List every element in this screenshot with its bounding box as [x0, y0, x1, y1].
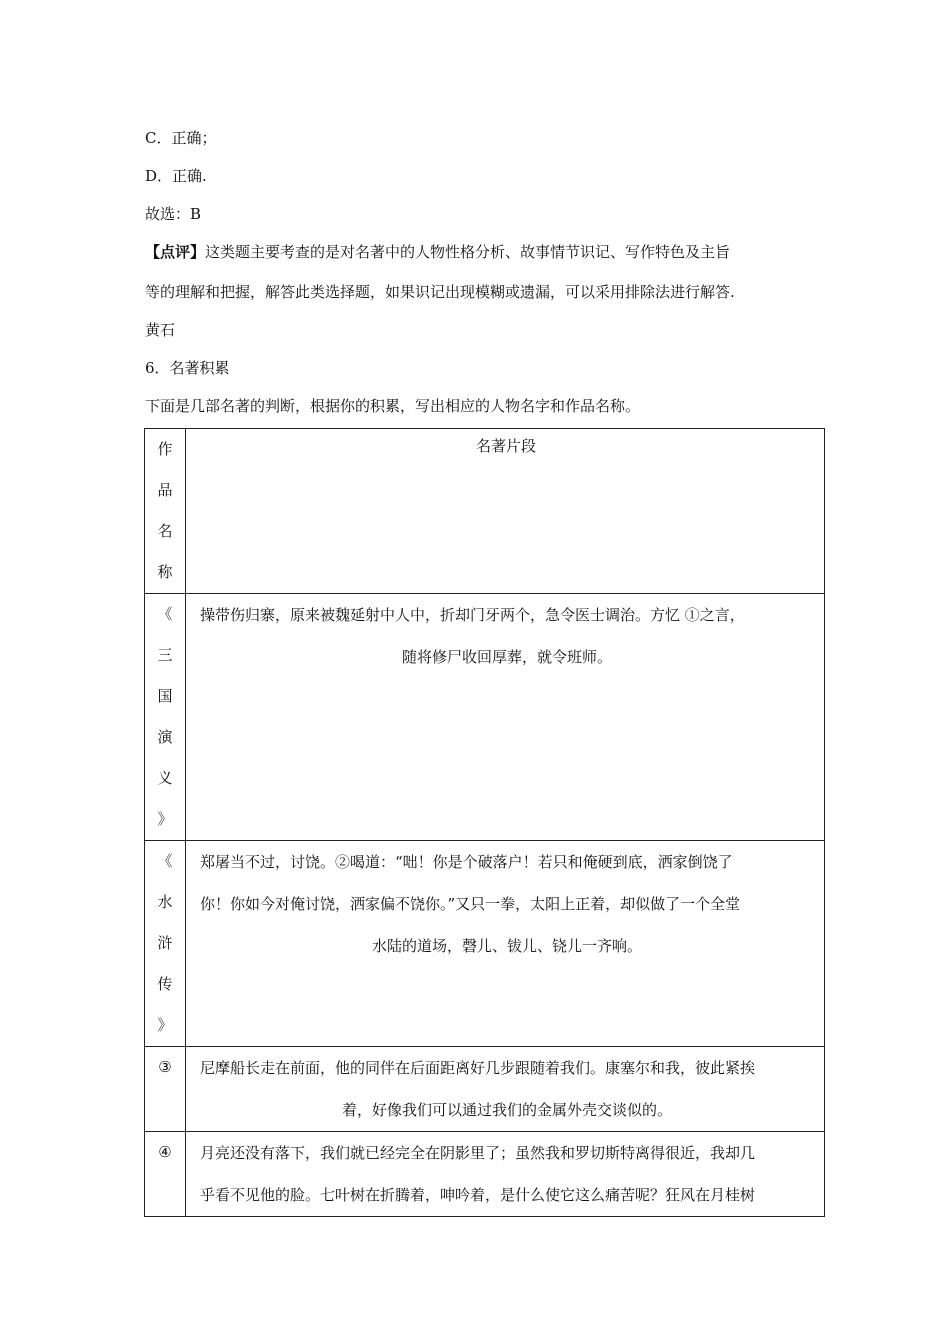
- comment-line-1: [145, 242, 730, 262]
- question-instruction: 下面是几部名著的判断，根据你的积累，写出相应的人物名字和作品名称。: [145, 397, 641, 415]
- comment-line-2: 等的理解和把握，解答此类选择题，如果识记出现模糊或遗漏，可以采用排除法进行解答.: [145, 283, 735, 301]
- title-char: 三: [157, 646, 173, 664]
- title-char: 《: [157, 852, 173, 870]
- title-char: 》: [157, 810, 173, 828]
- header-excerpt-label: 名著片段: [475, 437, 536, 455]
- title-char: 演: [157, 728, 173, 746]
- excerpt-line: 着，好像我们可以通过我们的金属外壳交谈似的。: [341, 1101, 672, 1119]
- header-col1: [145, 429, 186, 594]
- excerpt-line: 郑屠当不过，讨饶。②喝道：“咄！你是个破落户！若只和俺硬到底，洒家倒饶了: [200, 853, 733, 871]
- title-char: 》: [157, 1016, 173, 1034]
- header-char: 名: [157, 522, 173, 540]
- option-d-line: D．正确.: [145, 167, 207, 185]
- work-title-cell: [145, 841, 186, 1047]
- header-col2: [186, 429, 825, 594]
- excerpt-line: 月亮还没有落下，我们就已经完全在阴影里了；虽然我和罗切斯特离得很近，我却几: [200, 1144, 756, 1162]
- works-table: [144, 428, 825, 1217]
- header-char: 品: [157, 481, 173, 499]
- option-c-line: C．正确；: [145, 129, 217, 147]
- header-char: 作: [157, 440, 173, 458]
- title-blank-marker: ④: [158, 1143, 172, 1161]
- title-char: 国: [157, 687, 173, 705]
- table-row: [145, 1132, 825, 1217]
- table-row: [145, 841, 825, 1047]
- answer-line: 故选：B: [145, 205, 202, 223]
- excerpt-line: 操带伤归寨，原来被魏延射中人中，折却门牙两个，急令医士调治。方忆 ①之言，: [200, 606, 745, 624]
- excerpt-cell: [186, 594, 825, 841]
- title-blank-marker: ③: [158, 1058, 172, 1076]
- excerpt-line: 水陆的道场，磬儿、钹儿、铙儿一齐响。: [371, 937, 642, 955]
- excerpt-line: 乎看不见他的脸。七叶树在折腾着，呻吟着，是什么使它这么痛苦呢？狂风在月桂树: [200, 1186, 756, 1204]
- question-title: 6．名著积累: [145, 359, 230, 377]
- excerpt-line: 随将修尸收回厚葬，就令班师。: [401, 648, 612, 666]
- work-title-cell: [145, 1132, 186, 1217]
- comment-text-1: 这类题主要考查的是对名著中的人物性格分析、故事情节识记、写作特色及主旨: [205, 243, 731, 261]
- table-header-row: [145, 429, 825, 594]
- title-char: 水: [157, 893, 173, 911]
- title-char: 浒: [157, 934, 173, 952]
- excerpt-cell: [186, 841, 825, 1047]
- excerpt-cell: [186, 1047, 825, 1132]
- excerpt-line: 你！你如今对俺讨饶，洒家偏不饶你。”又只一拳，太阳上正着，却似做了一个全堂: [200, 895, 741, 913]
- title-char: 《: [157, 605, 173, 623]
- work-title-cell: [145, 594, 186, 841]
- work-title-cell: [145, 1047, 186, 1132]
- table-row: [145, 594, 825, 841]
- title-char: 传: [157, 975, 173, 993]
- header-char: 称: [157, 563, 173, 581]
- excerpt-cell: [186, 1132, 825, 1217]
- table-row: [145, 1047, 825, 1132]
- title-char: 义: [157, 769, 173, 787]
- excerpt-line: 尼摩船长走在前面，他的同伴在后面距离好几步跟随着我们。康塞尔和我，彼此紧挨: [200, 1059, 756, 1077]
- comment-tag: 【点评】: [145, 243, 206, 261]
- author-line: 黄石: [145, 321, 176, 339]
